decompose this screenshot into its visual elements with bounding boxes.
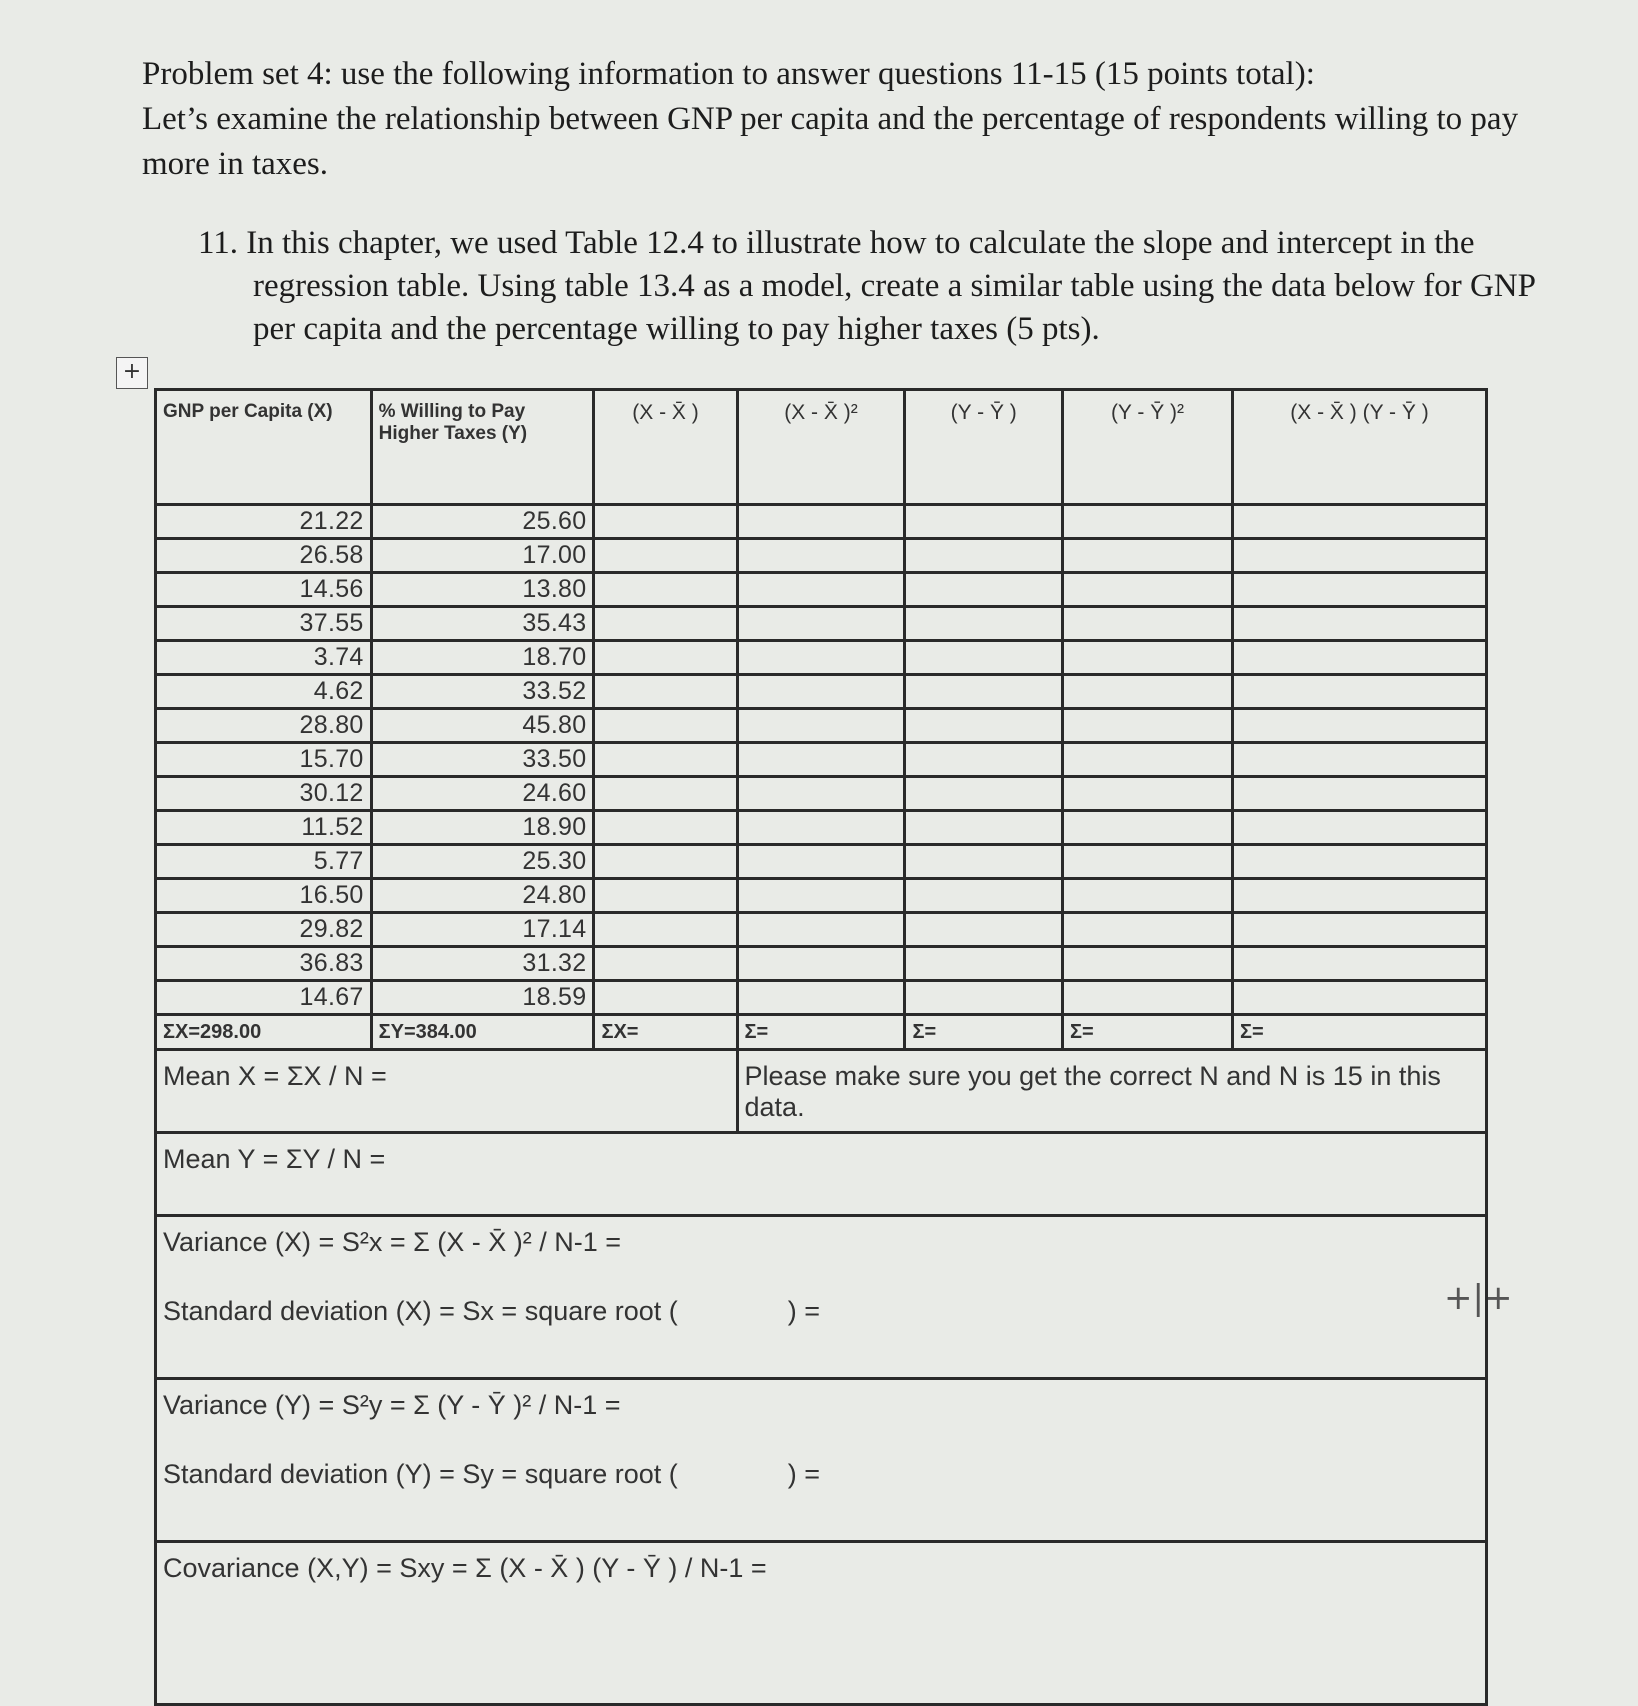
dxdy-input-cell[interactable] (1233, 573, 1487, 607)
data-row (156, 879, 1487, 913)
dx-input-cell[interactable] (594, 879, 737, 913)
dy2-input-cell[interactable] (1063, 505, 1233, 539)
variance-x-label: Variance (X) = S²x = Σ (X - X̄ )² / N-1 = (163, 1227, 622, 1257)
sd-x-label: Standard deviation (X) = Sx = square root ( (163, 1296, 678, 1326)
dy2-input-cell[interactable] (1063, 573, 1233, 607)
sum-dy[interactable]: Σ= (905, 1015, 1063, 1050)
dx-input-cell[interactable] (594, 913, 737, 947)
sum-row (156, 1015, 1487, 1050)
sum-dy2[interactable]: Σ= (1063, 1015, 1233, 1050)
dx-input-cell[interactable] (594, 505, 737, 539)
variance-y-cell[interactable] (156, 1379, 1487, 1542)
intro-line-1: Problem set 4: use the following information to answer questions 11-15 (15 points total): (142, 56, 1315, 92)
data-row (156, 981, 1487, 1015)
y-value: 18.90 (371, 811, 594, 845)
dx-input-cell[interactable] (594, 845, 737, 879)
data-row (156, 539, 1487, 573)
dx2-input-cell[interactable] (737, 811, 905, 845)
dy-input-cell[interactable] (905, 811, 1063, 845)
dy-input-cell[interactable] (905, 505, 1063, 539)
x-value: 5.77 (156, 845, 372, 879)
dx2-input-cell[interactable] (737, 845, 905, 879)
variance-y-label: Variance (Y) = S²y = Σ (Y - Ȳ )² / N-1 = (163, 1390, 621, 1420)
x-value: 11.52 (156, 811, 372, 845)
x-value: 37.55 (156, 607, 372, 641)
dx2-input-cell[interactable] (737, 981, 905, 1015)
dx2-input-cell[interactable] (737, 879, 905, 913)
y-value: 13.80 (371, 573, 594, 607)
dxdy-input-cell[interactable] (1233, 709, 1487, 743)
dy-input-cell[interactable] (905, 607, 1063, 641)
data-row (156, 607, 1487, 641)
dx2-input-cell[interactable] (737, 913, 905, 947)
y-value: 35.43 (371, 607, 594, 641)
table-resize-handle-icon[interactable]: +|+ (1444, 1278, 1513, 1318)
dy-input-cell[interactable] (905, 709, 1063, 743)
x-value: 26.58 (156, 539, 372, 573)
header-x: GNP per Capita (X) (156, 390, 372, 505)
dx2-input-cell[interactable] (737, 539, 905, 573)
dy2-input-cell[interactable] (1063, 709, 1233, 743)
sum-y: ΣY=384.00 (371, 1015, 594, 1050)
dx2-input-cell[interactable] (737, 947, 905, 981)
table-move-handle-icon[interactable]: + (116, 357, 148, 389)
sum-x: ΣX=298.00 (156, 1015, 372, 1050)
dy2-input-cell[interactable] (1063, 675, 1233, 709)
variance-y-row (156, 1379, 1487, 1542)
header-dxdy: (X - X̄ ) (Y - Ȳ ) (1233, 390, 1487, 505)
dxdy-input-cell[interactable] (1233, 539, 1487, 573)
dxdy-input-cell[interactable] (1233, 913, 1487, 947)
variance-x-row (156, 1216, 1487, 1379)
dx2-input-cell[interactable] (737, 607, 905, 641)
dxdy-input-cell[interactable] (1233, 641, 1487, 675)
dy-input-cell[interactable] (905, 573, 1063, 607)
dy2-input-cell[interactable] (1063, 879, 1233, 913)
sd-x-end: ) = (787, 1296, 821, 1326)
dy2-input-cell[interactable] (1063, 845, 1233, 879)
dy2-input-cell[interactable] (1063, 913, 1233, 947)
mean-y-cell[interactable]: Mean Y = ΣY / N = (156, 1133, 1487, 1216)
y-value: 31.32 (371, 947, 594, 981)
x-value: 14.67 (156, 981, 372, 1015)
dxdy-input-cell[interactable] (1233, 981, 1487, 1015)
n-note: Please make sure you get the correct N and N is 15 in this data. (737, 1050, 1486, 1133)
dxdy-input-cell[interactable] (1233, 675, 1487, 709)
dy2-input-cell[interactable] (1063, 947, 1233, 981)
dx-input-cell[interactable] (594, 777, 737, 811)
dx-input-cell[interactable] (594, 743, 737, 777)
header-dy2: (Y - Ȳ )² (1063, 390, 1233, 505)
data-row (156, 573, 1487, 607)
data-row (156, 845, 1487, 879)
x-value: 16.50 (156, 879, 372, 913)
dx-input-cell[interactable] (594, 811, 737, 845)
mean-y-row (156, 1133, 1487, 1216)
dx-input-cell[interactable] (594, 539, 737, 573)
dx2-input-cell[interactable] (737, 709, 905, 743)
header-dx2: (X - X̄ )² (737, 390, 905, 505)
y-value: 18.59 (371, 981, 594, 1015)
data-row (156, 641, 1487, 675)
data-row (156, 811, 1487, 845)
dy2-input-cell[interactable] (1063, 641, 1233, 675)
x-value: 21.22 (156, 505, 372, 539)
sum-dx[interactable]: ΣX= (594, 1015, 737, 1050)
dy-input-cell[interactable] (905, 641, 1063, 675)
dy-input-cell[interactable] (905, 777, 1063, 811)
dxdy-input-cell[interactable] (1233, 811, 1487, 845)
y-value: 25.30 (371, 845, 594, 879)
dxdy-input-cell[interactable] (1233, 607, 1487, 641)
y-value: 33.52 (371, 675, 594, 709)
sd-y-label: Standard deviation (Y) = Sy = square root ( (163, 1459, 678, 1489)
y-value: 33.50 (371, 743, 594, 777)
sd-x-line (163, 1296, 1479, 1327)
data-row (156, 777, 1487, 811)
dy-input-cell[interactable] (905, 947, 1063, 981)
x-value: 36.83 (156, 947, 372, 981)
x-value: 3.74 (156, 641, 372, 675)
problem-intro (142, 52, 1562, 187)
data-row (156, 709, 1487, 743)
x-value: 4.62 (156, 675, 372, 709)
y-value: 17.00 (371, 539, 594, 573)
data-row (156, 913, 1487, 947)
dx-input-cell[interactable] (594, 709, 737, 743)
dxdy-input-cell[interactable] (1233, 777, 1487, 811)
mean-x-cell[interactable]: Mean X = ΣX / N = (156, 1050, 738, 1133)
dxdy-input-cell[interactable] (1233, 845, 1487, 879)
y-value: 25.60 (371, 505, 594, 539)
x-value: 14.56 (156, 573, 372, 607)
data-row (156, 505, 1487, 539)
dx2-input-cell[interactable] (737, 573, 905, 607)
regression-table (154, 388, 1488, 1706)
y-value: 18.70 (371, 641, 594, 675)
dy-input-cell[interactable] (905, 845, 1063, 879)
dx2-input-cell[interactable] (737, 777, 905, 811)
dx2-input-cell[interactable] (737, 675, 905, 709)
sum-dx2[interactable]: Σ= (737, 1015, 905, 1050)
dx2-input-cell[interactable] (737, 743, 905, 777)
covariance-cell[interactable]: Covariance (X,Y) = Sxy = Σ (X - X̄ ) (Y - Ȳ ) / N-1 = (156, 1542, 1487, 1705)
dx2-input-cell[interactable] (737, 505, 905, 539)
header-dx: (X - X̄ ) (594, 390, 737, 505)
dy2-input-cell[interactable] (1063, 811, 1233, 845)
dx-input-cell[interactable] (594, 641, 737, 675)
dy2-input-cell[interactable] (1063, 743, 1233, 777)
header-row (156, 390, 1487, 505)
dy-input-cell[interactable] (905, 675, 1063, 709)
header-y: % Willing to Pay Higher Taxes (Y) (371, 390, 594, 505)
dxdy-input-cell[interactable] (1233, 879, 1487, 913)
header-dy: (Y - Ȳ ) (905, 390, 1063, 505)
dy-input-cell[interactable] (905, 539, 1063, 573)
dx-input-cell[interactable] (594, 947, 737, 981)
dx2-input-cell[interactable] (737, 641, 905, 675)
dx-input-cell[interactable] (594, 675, 737, 709)
dx-input-cell[interactable] (594, 981, 737, 1015)
x-value: 30.12 (156, 777, 372, 811)
dy2-input-cell[interactable] (1063, 607, 1233, 641)
dxdy-input-cell[interactable] (1233, 947, 1487, 981)
data-row (156, 675, 1487, 709)
x-value: 29.82 (156, 913, 372, 947)
dy2-input-cell[interactable] (1063, 539, 1233, 573)
variance-x-cell[interactable] (156, 1216, 1487, 1379)
covariance-row (156, 1542, 1487, 1705)
y-value: 24.80 (371, 879, 594, 913)
sd-y-end: ) = (787, 1459, 821, 1489)
data-row (156, 947, 1487, 981)
dxdy-input-cell[interactable] (1233, 505, 1487, 539)
intro-line-2: Let’s examine the relationship between GNP per capita and the percentage of respondents willing to pay more in taxes. (142, 101, 1519, 182)
sum-dxdy[interactable]: Σ= (1233, 1015, 1487, 1050)
dy-input-cell[interactable] (905, 913, 1063, 947)
data-row (156, 743, 1487, 777)
y-value: 17.14 (371, 913, 594, 947)
y-value: 24.60 (371, 777, 594, 811)
question-11: 11. In this chapter, we used Table 12.4 to illustrate how to calculate the slope and intercept in the regression table. Using table 13.4 as a model, create a similar table using the data below for GNP per capita and the percentage willing to pay higher taxes (5 pts). (198, 225, 1535, 347)
dy-input-cell[interactable] (905, 981, 1063, 1015)
x-value: 15.70 (156, 743, 372, 777)
dx-input-cell[interactable] (594, 607, 737, 641)
dy2-input-cell[interactable] (1063, 777, 1233, 811)
sd-y-line (163, 1459, 1479, 1490)
dy2-input-cell[interactable] (1063, 981, 1233, 1015)
dy-input-cell[interactable] (905, 743, 1063, 777)
mean-x-row (156, 1050, 1487, 1133)
dx-input-cell[interactable] (594, 573, 737, 607)
x-value: 28.80 (156, 709, 372, 743)
dxdy-input-cell[interactable] (1233, 743, 1487, 777)
dy-input-cell[interactable] (905, 879, 1063, 913)
y-value: 45.80 (371, 709, 594, 743)
